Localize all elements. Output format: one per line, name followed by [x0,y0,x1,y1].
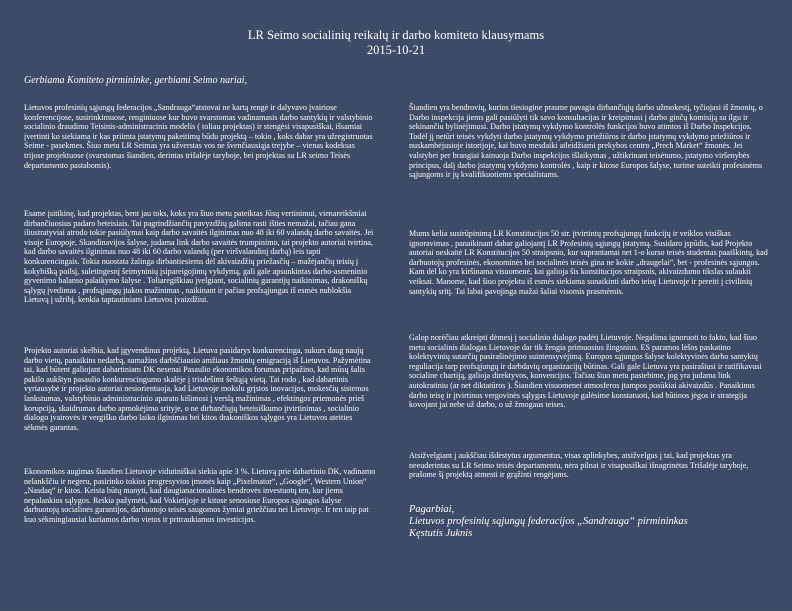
paragraph-left-2: Esame įsitikinę, kad projektas, bent jau toks, koks yra šiuo metu pateiktas Jūsų vertinimui, vienareikšmiai dirbančiuosius padaro beteisiais. Tai pagrindžiančių pavyzdžių galima rasti išties nemažai, tačiau gana iliustratyviai atrodo tokie pasiūlymai kaip darbo savaitės ilginimas nuo 48 iki 60 valandų darbo savaitės. Jei visoje Europoje, Skandinavijos šalyse, judama link darbo savaitės trumpinimo, tai projekto autoriai tvirtina, kad darbo savaitės ilginimas nuo 48 iki 60 darbo valandų (per viršvalandinį darbą) leis tapti konkurencingais. Tokia nuostata žalinga dirbantiesiems dėl akivaizdžių priežasčių – mažėjančių teisių į kokybišką poilsį, suletingesnį šeimyninių įsipareigojimų vykdymą, gali gale apsunkintas darbo-asmeninio gyvenimo balanso palaikymo šalyse . Toliaregiškiau įvelgiant, socialinių garantijų naikinimas, drakoniškų sąlygų įvedimas , profsąjungų įtakos mažinimas , naikinant ir pačias profsąjungas iš esmės nublokšia Lietuvą į užribį, kenkia taptautiniam Lietuvos įvaizdžiui. [24,209,374,305]
paragraph-left-3: Projekto autoriai skelbia, kad įgyvendinus projektą, Lietuva pasidarys konkurencinga, sukurs daug naujų darbo vietų, panaikins nedarbą, sumažins darbščiausio amžiaus žmonių emigraciją iš Lietuvos. Pažymėtina tai, kad būtent galiojant dabartiniam DK nesenai Pasaulio ekonomikos forumas pripažino, kad mūsų šalis pakilo aukštyn pasaulio konkurencingumo skalėje į trisdešimt šeštąją vietą. Tai rodo , kad dabartinis vyriausybė ir projekto autoriai nesiorientuoja, kad Lietuvoje mokslu grįstos inovacijos, mokesčių sistemos lankstumas, valstybinio administracinio aparato kišimosi į verslą mažinimas , efektingos priemonės prieš korupciją, skaidrumas darbo apmokėjimo srityje, o ne dirbančiųjų beteisiškumo įtvirtinimas , socialinio dialogo įvairovės ir vergiško darbo laiko ilginimas bei kitos drakoniškos sąlygos yra Lietuvos ateities sėkmės garantas. [24,346,371,432]
closing: Pagarbiai, [409,504,455,515]
paragraph-right-1: Šiandien yra bendrovių, kurios tiesiogine prasme pavagia dirbančiųjų darbo užmokestį, tyčiojasi iš žmonių, o Darbo inspekcija jiems gali pasiūlyti tik savo konsultacijas ir kreipimasi į darbo ginčų komisiją su ilgu ir sekinančiu bylinėjimusi. Darbo įstatymų vykdymo kontrolės funkcijos buvo atimtos iš Darbo Inspekcijos. Todėl jį netūri teisės vykdyti darbo įstatymų vykdymo priežiūros ir darbo įstatymų vykdymo priežiūros ir nuskambėjusioje istorijoje, kai buvo mesdaiki atleidžiami prekybos centro „Prech Market“ žmonės. Jei valstybei per brangiai kainuoja Darbo inspekcijos išlaikymas , užtikrinant teisėtumo, įstatymo viršenybės principus, dalį darbo įstatymų vykdymo kontrolės , kaip ir kitose Europos šalyse, turime suteikti profesinėms sąjungoms ir jų kvalifikuotiems specialistams. [409,103,763,180]
paragraph-left-1: Lietuvos profesinių sąjungų federacijos „Sandrauga“atstovai ne kartą rengė ir dalyvavo įvairiose konferencijose, susirinkimuose, renginiuose kur buvo svarstomas vadinamasis darbo santykių ir valstybinio socialinio draudimo Teisinis-administracinis modelis ( toliau projektas) ir stengėsi visapusiškai, išsamiai įvertinti ko siekiama ir kas priimta įstatymų pakeitimų būdu projektą – tokio , koks dabar yra užregistruotas Seime - pasekmes. Šiuo metu LR Seimas yra užverstas vos ne švenčiausiąja trejybe – vienas kodeksas trijose projektuose (svarstomas šiandien, derintas trišalėje taryboje, bei projektas su LR seimo Teisės departamento pastabomis). [24,103,373,170]
signatory-name: Kęstutis Juknis [409,528,473,539]
paragraph-right-2: Mums kelia susirūpinimą LR Konstitucijos 50 str. įtvirtintų profsąjungų funkcijų ir veiklos visiškas ignoravimas , panaikinant dabar galiojantį LR Profesinių sąjungų įstatymą. Susidaro įspūdis, kad Projekto autoriai neskaitė LR Konstitucijos 50 straipsnio, kur suprantamai net 1-o kurso teisės studentas paaiškintų, kad darbuotojų profesinės, ekonominės bei socialinės teisės gina ne kokie „draugelai“, bet - profesinės sąjungos. Kam dėl ko yra kiršinama visuomenė, kai galioja šis konstitucijos straipsnis, akivaizdumo tikslas sulaukti veiksai. Manome, kad šiuo projektu iš esmės siekiama sunaikinti darbo teisę Lietuvoje ir pereiti į civilinių santykių sritį. Tai labai pavojinga mažai šaliai visomis prasmėmis. [409,229,768,296]
document-title [0,28,792,58]
paragraph-left-4: Ekonomikos augimas šiandien Lietuvoje vidutiniškai siekia apie 3 %. Lietuvą prie dabartinio DK, vadinamo nelankščiu ir negeru, pasirinko tokios progresyvios įmonės kaip „Pixelmator“, „Google“, Western Union“ „Nasdaq“ ir kitos. Keista būtų manyti, kad daugianacionalinės bendrovės investuotų ten, kur jiems nepalankios sąlygos. Reikia pažymėti, kad Vokietijoje ir kitose senosiose Europos sąjungos šalyse darbuotojų socialinės garantijos, darbuotojo teisės saugomos žymiai griežčiau nei Lietuvoje. Ir ten taip pat kuo sėkmingiausiai kuriamos darbo vietos ir pritraukiamos investicijos. [24,467,376,524]
salutation: Gerbiama Komiteto pirmininke, gerbiami Seimo nariai, [24,75,248,86]
signature-block [409,504,769,540]
signatory-title: Lietuvos profesinių sąjungų federacijos „Sandrauga“ pirmininkas [409,516,688,527]
title-line-1: LR Seimo socialinių reikalų ir darbo komiteto klausymams [247,28,545,42]
paragraph-right-4: Atsižvelgiant į aukščiau išdėstytus argumentus, visas aplinkybes, atsižvelgus į tai, kad projektas yra neeuderintas su LR Seimo teisės departamentu, nėra pilnai ir visapusiškai išnagrinėtas Trišalėje taryboje, prašome šį projektą atmesti ir grąžinti rengėjams. [409,451,749,480]
paragraph-right-3: Galop norėčiau atkreipti dėmesį į socialinio dialogo padėtį Lietuvoje. Negalima ignoruoti to fakto, kad šiuo metu socialinis dialogas Lietuvoje dar tik žengia primuosius žingsnius. ES paramos lėšos paskatino kolektyvinių sutarčių pasirašinėjimo suintensyvėjimą. Europos sąjungos šalyse kolektyvinės darbo santykių reguliacija tarp profsąjungų ir darbdavių organizacijų būtinas. Gali gale Lietuva yra pasirašiusi ir ratifikavusi socialine chartiją, galioja direktyvos, konvencijos. Tačiau šiuo metu pastebime, jog yra judama link autokratiniu (ar net diktatūros ). Šiandien visuomenei atmosferos įtampos posūkiai akivaizdūs . Panaikinus darbo teisę ir įtvirtinus vergovinės sąlygas Lietuvoje galėsime konstatuoti, kad būtinos jėgos ir strategija kovojant jai nebe už darbo, o už žmogaus teises. [409,333,762,410]
title-date: 2015-10-21 [366,43,426,57]
